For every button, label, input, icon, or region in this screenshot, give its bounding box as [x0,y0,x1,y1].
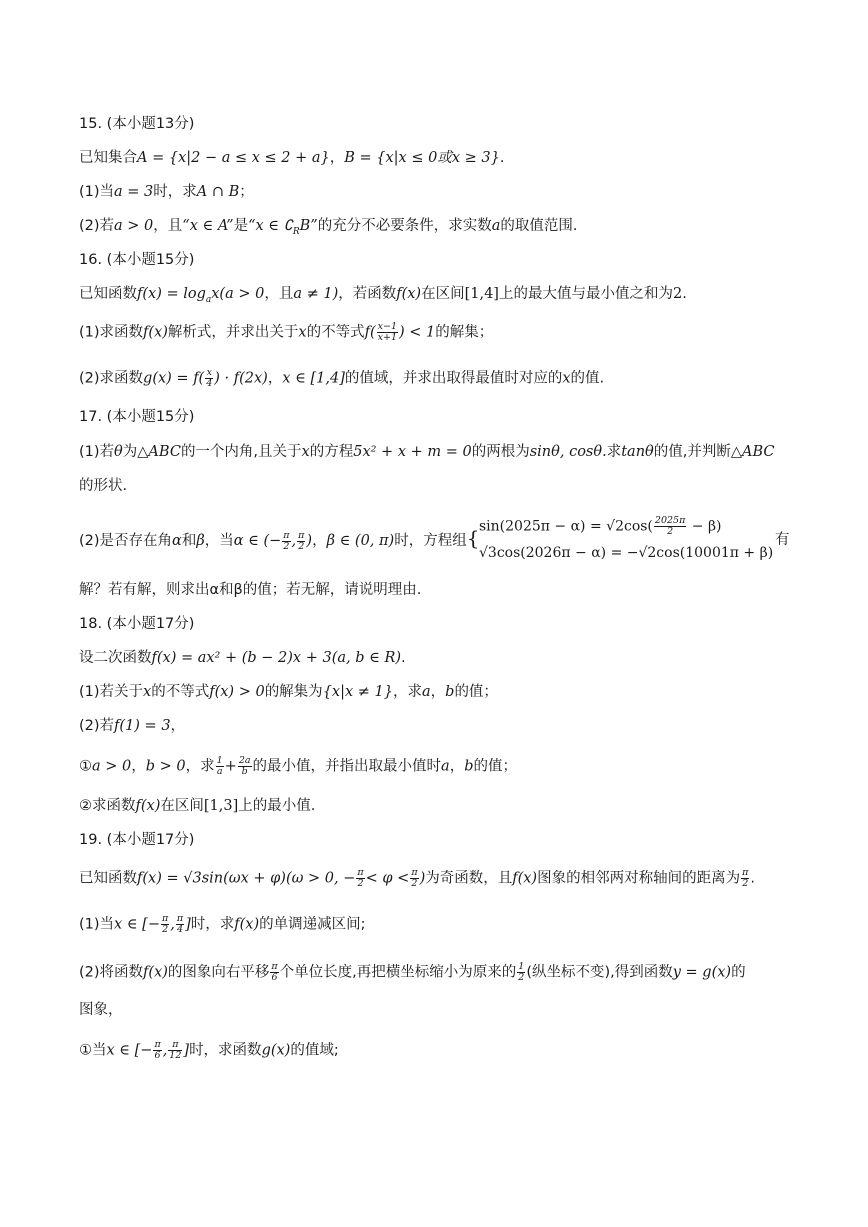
q15-part-2: (2)若a > 0，且“x ∈ A”是“x ∈ $∁_RB$”的充分不必要条件，求实数a的取值范围. [79,218,578,237]
fraction: $\frac{1}{2}$ [518,961,525,983]
fraction: $\frac{x-1}{x+1}$ [377,321,397,343]
q18-line-1: 设二次函数f(x) = ax² + (b − 2)x + 3(a, b ∈ R). [79,650,406,666]
q18-part-2-sub-2: ②求函数f(x)在区间[1,3]上的最小值. [79,798,316,814]
fraction: $\frac{\pi}{6}$ [271,961,278,983]
equation-system-line-2: √3cos(2026π − α) = −√2cos(10001π + β) [479,545,774,561]
q17-header: 17. (本小题15分) [79,409,195,425]
q19-header: 19. (本小题17分) [79,832,195,848]
q17-part-1: (1)若θ为△ABC的一个内角,且关于x的方程5x² + x + m = 0的两根为sinθ, cosθ.求tanθ的值,并判断△ABC [79,444,775,460]
q16-line-1: 已知函数$f(x) = \log_ax(a > 0$，且a ≠ 1)，若函数f(x)在区间[1,4]上的最大值与最小值之和为2. [79,286,687,305]
q17-part-1-cont: 的形状. [79,478,128,494]
q18-header: 18. (本小题17分) [79,616,195,632]
fraction: $\frac{1}{a}$ [216,755,223,777]
fraction: $\frac{\pi}{2}$ [298,529,305,552]
fraction: $\frac{\pi}{4}$ [176,913,184,935]
q15-part-1: (1)当a = 3时，求A ∩ B； [79,184,254,200]
q16-part-2: (2)求函数g(x) = f( $\frac{x}{4}$ ) · f(2x)，x ∈ [1,4]的值域，并求出取得最值时对应的x的值. [79,367,605,389]
fraction: $\frac{x}{4}$ [206,367,213,389]
q19-part-2-cont: 图象， [79,1002,123,1018]
fraction: $\frac{\pi}{6}$ [154,1039,161,1061]
q18-part-2: (2)若f(1) = 3， [79,718,186,734]
q18-part-1: (1)若关于x的不等式f(x) > 0的解集为{x|x ≠ 1}，求a，b的值； [79,684,498,700]
fraction: $\frac{\pi}{12}$ [169,1039,182,1061]
q19-line-1: 已知函数f(x) = √3sin(ωx + φ)(ω > 0, − $\frac{\pi}{2}$ < φ < $\frac{\pi}{2}$ )为奇函数，且f(x)图象的相邻两对称轴间的距离为 $\frac{\pi}{2}$ . [79,867,755,889]
q19-part-2-sub-1: ①当x ∈ [− $\frac{\pi}{6}$ , $\frac{\pi}{12}$ ]时，求函数g(x)的值域; [79,1039,339,1061]
fraction: $\frac{\pi}{2}$ [161,913,169,935]
q17-part-2: (2)是否存在角α和β，当α ∈ (− $\frac{\pi}{2}$ , $\frac{\pi}{2}$ )，β ∈ (0, π)时，方程组{ [79,526,480,552]
fraction: $\frac{\pi}{2}$ [357,867,364,889]
fraction: $\frac{2a}{b}$ [238,755,251,777]
q16-part-1: (1)求函数f(x)解析式，并求出关于x的不等式f( $\frac{x-1}{x+1}$ ) < 1的解集； [79,321,494,343]
q17-part-2-tail: 有 [775,532,790,548]
q17-part-2-cont: 解？若有解，则求出α和β的值；若无解，请说明理由. [79,582,422,598]
fraction: $\frac{\pi}{2}$ [411,867,418,889]
q19-part-2: (2)将函数f(x)的图象向右平移 $\frac{\pi}{6}$ 个单位长度,再把横坐标缩小为原来的 $\frac{1}{2}$ (纵坐标不变),得到函数y = g(x)的 [79,961,746,983]
q15-header: 15. (本小题13分) [79,116,195,132]
fraction: $\frac{2025\pi}{2}$ [654,515,686,537]
fraction: $\frac{\pi}{2}$ [742,867,749,889]
equation-system-line-1: sin(2025π − α) = √2cos( $\frac{2025\pi}{2}$ − β) [479,515,722,537]
q15-line-1: 已知集合A = {x|2 − a ≤ x ≤ 2 + a}，B = {x|x ≤ 0或x ≥ 3}. [79,150,505,166]
q19-part-1: (1)当x ∈ [− $\frac{\pi}{2}$ , $\frac{\pi}{4}$ ]时，求f(x)的单调递减区间; [79,913,366,935]
fraction: $\frac{\pi}{2}$ [283,529,290,552]
q18-part-2-sub-1: ①a > 0，b > 0，求 $\frac{1}{a}$ + $\frac{2a}{b}$ 的最小值，并指出取最小值时a，b的值； [79,755,517,777]
q16-header: 16. (本小题15分) [79,252,195,268]
